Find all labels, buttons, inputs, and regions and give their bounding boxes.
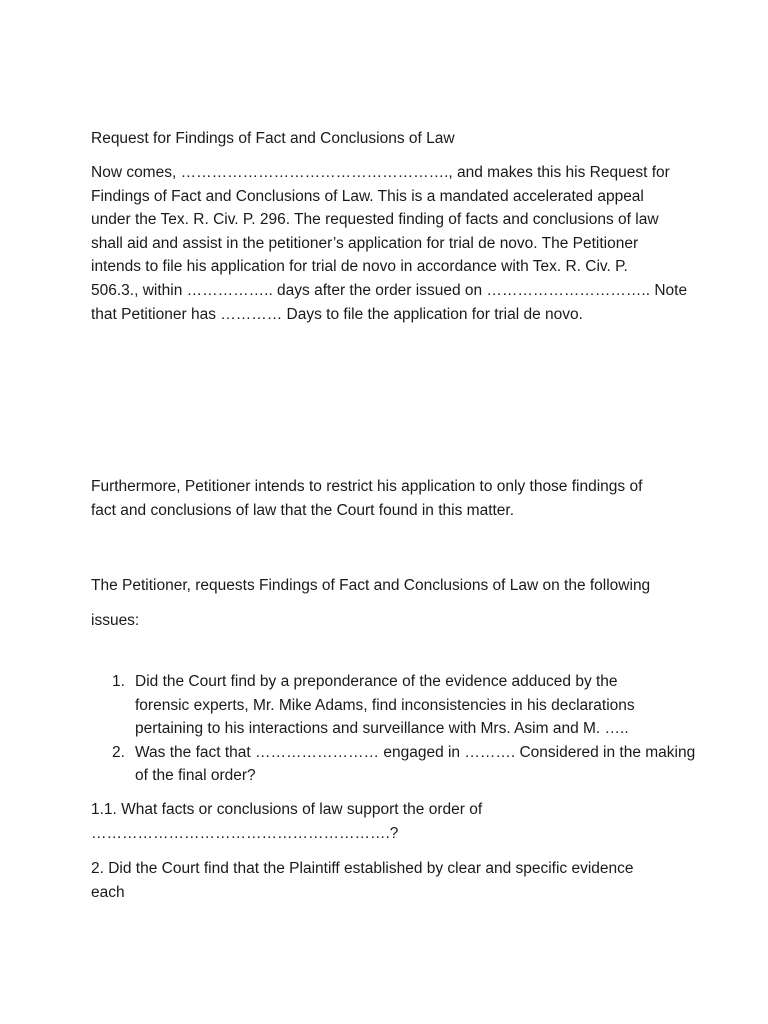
- intro-line: shall aid and assist in the petitioner’s application for trial de novo. The Petitioner: [91, 234, 639, 252]
- list-item-line: Did the Court find by a preponderance of the evidence adduced by the: [135, 673, 618, 690]
- list-item-line: Was the fact that …………………… engaged in ………. Considered in the making: [135, 743, 696, 761]
- requests-line: The Petitioner, requests Findings of Fact and Conclusions of Law on the following: [91, 577, 651, 594]
- list-item-line: forensic experts, Mr. Mike Adams, find inconsistencies in his declarations: [135, 696, 635, 714]
- list-item: [91, 741, 711, 788]
- list-item-line: pertaining to his interactions and surveillance with Mrs. Asim and M. …..: [135, 720, 629, 738]
- intro-line: intends to file his application for trial de novo in accordance with Tex. R. Civ. P.: [91, 258, 628, 276]
- furthermore-line: Furthermore, Petitioner intends to restrict his application to only those findings of: [91, 478, 643, 495]
- list-item-number: 1.: [112, 673, 125, 690]
- intro-line: Now comes, ……………………………………………., and makes this his Request for: [91, 164, 670, 181]
- second-question-line: each: [91, 883, 125, 901]
- document-heading: Request for Findings of Fact and Conclusions of Law: [91, 130, 455, 147]
- intro-line: under the Tex. R. Civ. P. 296. The requested finding of facts and conclusions of law: [91, 211, 659, 229]
- list-item-number: 2.: [112, 743, 125, 761]
- sub-question-line: 1.1. What facts or conclusions of law support the order of: [91, 801, 483, 818]
- intro-line: 506.3., within …………….. days after the order issued on ………………………….. Note: [91, 281, 688, 299]
- issues-list: [91, 670, 711, 788]
- second-question-paragraph: [91, 857, 691, 904]
- sub-question-line: ………………………………………………….?: [91, 824, 399, 842]
- requests-line: issues:: [91, 612, 140, 629]
- intro-line: that Petitioner has ………… Days to file the application for trial de novo.: [91, 305, 583, 323]
- sub-question-paragraph: [91, 798, 691, 845]
- furthermore-paragraph: [91, 475, 691, 522]
- intro-line: Findings of Fact and Conclusions of Law. This is a mandated accelerated appeal: [91, 187, 644, 205]
- furthermore-line: fact and conclusions of law that the Court found in this matter.: [91, 501, 515, 519]
- list-item-line: of the final order?: [135, 767, 256, 785]
- intro-paragraph: [91, 161, 691, 326]
- requests-paragraph: [91, 568, 691, 638]
- list-item: [91, 670, 711, 741]
- second-question-line: 2. Did the Court find that the Plaintiff established by clear and specific evidence: [91, 860, 634, 877]
